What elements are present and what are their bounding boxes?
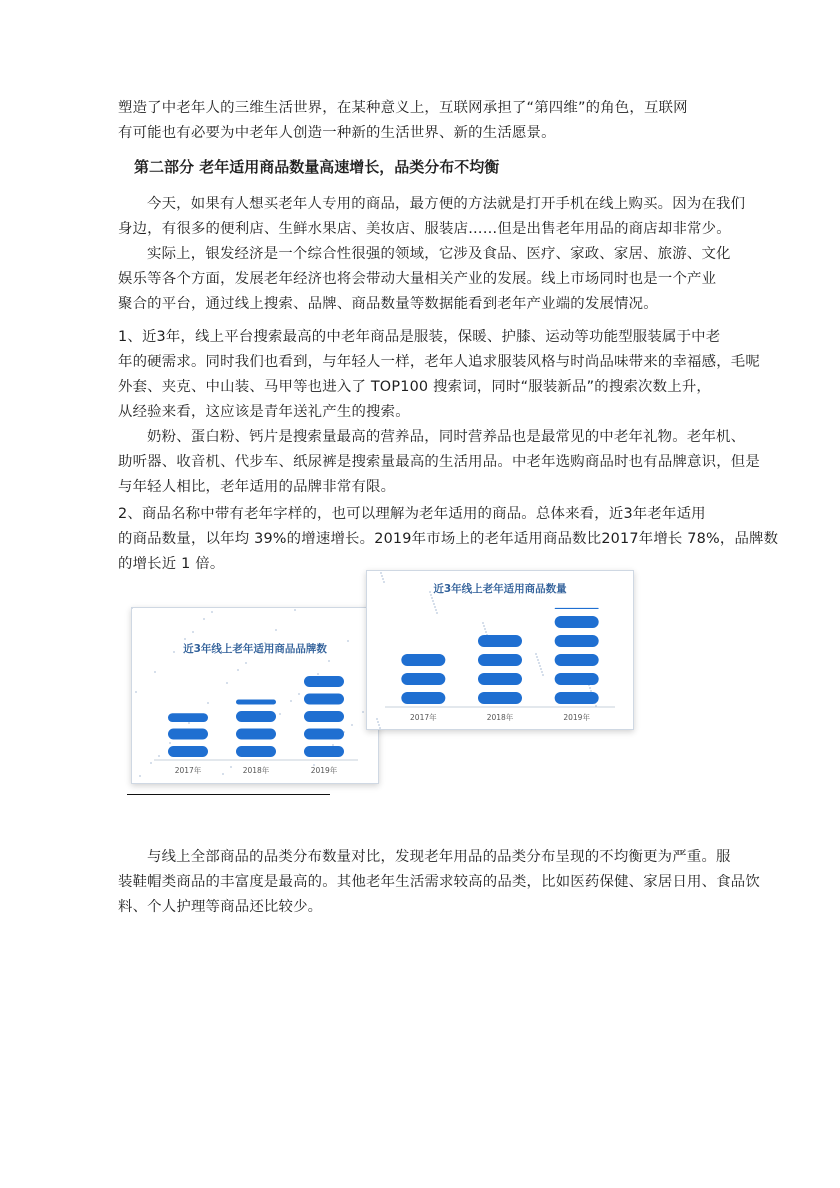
bar-segment: [304, 676, 344, 687]
background-dot: [132, 608, 133, 609]
background-dot: [378, 724, 380, 726]
text-line: 今天，如果有人想买老年人专用的商品，最方便的方法就是打开手机在线上购买。因为在我们: [147, 196, 746, 212]
intro-paragraph: [118, 96, 720, 146]
background-dot: [207, 702, 209, 704]
bar-segment: [236, 746, 276, 757]
background-dot: [434, 606, 436, 608]
divider-line: [127, 794, 330, 795]
chart-svg: [132, 608, 378, 783]
bar-segment: [555, 608, 599, 609]
background-dot: [279, 713, 281, 715]
background-dot: [382, 578, 384, 580]
bar-2017年: [401, 654, 445, 704]
background-dot: [211, 611, 213, 613]
background-dot: [139, 775, 141, 777]
text-line: 塑造了中老年人的三维生活世界，在某种意义上，互联网承担了“第四维”的角色，互联网: [118, 100, 688, 116]
chart-svg: [367, 571, 633, 729]
background-dot: [150, 762, 152, 764]
bar-segment: [555, 616, 599, 628]
background-dot: [589, 687, 591, 689]
bar-segment: [478, 692, 522, 704]
background-dot: [485, 631, 487, 633]
brand-count-chart: [131, 607, 379, 784]
background-dot: [158, 755, 160, 757]
background-dot: [433, 603, 435, 605]
text-line: 的增长近 1 倍。: [118, 556, 225, 572]
background-dot: [380, 572, 382, 574]
background-dot: [484, 628, 486, 630]
background-dot: [539, 665, 541, 667]
background-dot: [245, 662, 247, 664]
text-line: 的商品数量，以年均 39%的增速增长。2019年市场上的老年适用商品数比2017年增长 78%，品牌数: [118, 531, 779, 547]
background-dot: [538, 662, 540, 664]
background-dot: [540, 668, 542, 670]
background-dot: [226, 682, 228, 684]
x-tick-label: 2019年: [310, 766, 338, 775]
background-dot: [482, 622, 484, 624]
background-dot: [328, 660, 330, 662]
background-dot: [542, 674, 544, 676]
background-dot: [379, 727, 381, 729]
text-line: 与线上全部商品的品类分布数量对比，发现老年用品的品类分布呈现的不均衡更为严重。服: [147, 849, 731, 865]
background-dot: [294, 609, 296, 611]
bar-segment: [555, 654, 599, 666]
bar-segment: [555, 692, 599, 704]
bar-segment: [478, 635, 522, 647]
bar-segment: [478, 673, 522, 685]
background-dot: [430, 594, 432, 596]
text-line: 外套、夹克、中山装、马甲等也进入了 TOP100 搜索词，同时“服装新品”的搜索次数上升，: [118, 379, 711, 395]
section-heading: 第二部分 老年适用商品数量高速增长，品类分布不均衡: [134, 158, 500, 176]
background-dot: [184, 638, 186, 640]
background-dot: [237, 669, 239, 671]
text-line: 有可能也有必要为中老年人创造一种新的生活世界、新的生活愿景。: [118, 125, 556, 141]
background-dot: [317, 673, 319, 675]
background-dot: [298, 693, 300, 695]
background-dot: [376, 718, 378, 720]
background-dot: [483, 625, 485, 627]
text-line: 身边，有很多的便利店、生鲜水果店、美妆店、服装店……但是出售老年用品的商店却非常少。: [118, 221, 731, 237]
point-2-paragraph: [118, 502, 779, 577]
text-line: 2、商品名称中带有老年字样的，也可以理解为老年适用的商品。总体来看，近3年老年适用: [118, 506, 706, 522]
chart-title: 近3年线上老年适用商品品牌数: [183, 643, 327, 655]
background-dot: [332, 744, 334, 746]
background-dot: [537, 659, 539, 661]
text-line: 料、个人护理等商品还比较少。: [118, 899, 323, 915]
bar-2019年: [555, 608, 599, 704]
background-dot: [536, 656, 538, 658]
background-dot: [436, 612, 438, 614]
bar-segment: [478, 654, 522, 666]
text-line: 助听器、收音机、代步车、纸尿裤是搜索量最高的生活用品。中老年选购商品时也有品牌意识，但是: [118, 454, 760, 470]
x-tick-label: 2017年: [174, 766, 202, 775]
background-dot: [203, 618, 205, 620]
text-line: 装鞋帽类商品的丰富度是最高的。其他老年生活需求较高的品类，比如医药保健、家居日用、食品饮: [118, 874, 760, 890]
text-line: 娱乐等各个方面，发展老年经济也将会带动大量相关产业的发展。线上市场同时也是一个产业: [118, 271, 717, 287]
bar-segment: [168, 729, 208, 740]
chart-title: 近3年线上老年适用商品数量: [433, 583, 567, 595]
background-dot: [192, 631, 194, 633]
bar-segment: [401, 673, 445, 685]
x-tick-label: 2019年: [563, 713, 590, 722]
x-tick-label: 2017年: [410, 713, 437, 722]
background-dot: [381, 575, 383, 577]
bar-2017年: [168, 713, 208, 757]
bar-2018年: [236, 700, 276, 758]
text-line: 从经验来看，这应该是青年送礼产生的搜索。: [118, 404, 410, 420]
background-dot: [383, 581, 385, 583]
background-dot: [432, 600, 434, 602]
background-dot: [431, 597, 433, 599]
background-dot: [173, 651, 175, 653]
background-dot: [362, 711, 364, 713]
text-line: 实际上，银发经济是一个综合性很强的领域，它涉及食品、医疗、家政、家居、旅游、文化: [147, 246, 731, 262]
background-dot: [222, 773, 224, 775]
background-dot: [541, 671, 543, 673]
background-dot: [154, 671, 156, 673]
background-dot: [169, 742, 171, 744]
bar-segment: [555, 673, 599, 685]
bar-segment: [236, 711, 276, 722]
background-dot: [590, 690, 592, 692]
bar-segment: [401, 692, 445, 704]
background-dot: [275, 629, 277, 631]
bar-segment: [236, 729, 276, 740]
text-line: 聚合的平台，通过线上搜索、品牌、商品数量等数据能看到老年产业端的发展情况。: [118, 296, 658, 312]
x-tick-label: 2018年: [242, 766, 270, 775]
background-dot: [347, 640, 349, 642]
background-dot: [188, 722, 190, 724]
background-dot: [535, 653, 537, 655]
background-dot: [377, 721, 379, 723]
text-line: 奶粉、蛋白粉、钙片是搜索量最高的营养品，同时营养品也是最常见的中老年礼物。老年机、: [147, 429, 746, 445]
bar-segment: [168, 713, 208, 722]
background-dot: [230, 766, 232, 768]
bar-segment: [304, 711, 344, 722]
text-line: 年的硬需求。同时我们也看到，与年轻人一样，老年人追求服装风格与时尚品味带来的幸福感，毛呢: [118, 354, 760, 370]
closing-paragraph: [118, 845, 760, 920]
product-count-chart: [366, 570, 634, 730]
bar-segment: [236, 700, 276, 705]
bar-segment: [401, 654, 445, 666]
background-dot: [435, 609, 437, 611]
background-dot: [290, 700, 292, 702]
text-line: 1、近3年，线上平台搜索最高的中老年商品是服装，保暖、护膝、运动等功能型服装属于中老: [118, 329, 721, 345]
bar-2019年: [304, 676, 344, 757]
background-dot: [429, 591, 431, 593]
bar-segment: [304, 746, 344, 757]
background-dot: [135, 691, 137, 693]
text-line: 与年轻人相比，老年适用的品牌非常有限。: [118, 479, 396, 495]
background-dot: [351, 724, 353, 726]
bar-segment: [304, 694, 344, 705]
bar-2018年: [478, 635, 522, 704]
x-tick-label: 2018年: [486, 713, 514, 722]
point-1-paragraph: [118, 325, 760, 500]
bar-segment: [168, 746, 208, 757]
bar-segment: [304, 729, 344, 740]
bar-segment: [555, 635, 599, 647]
today-paragraph: [118, 192, 746, 317]
